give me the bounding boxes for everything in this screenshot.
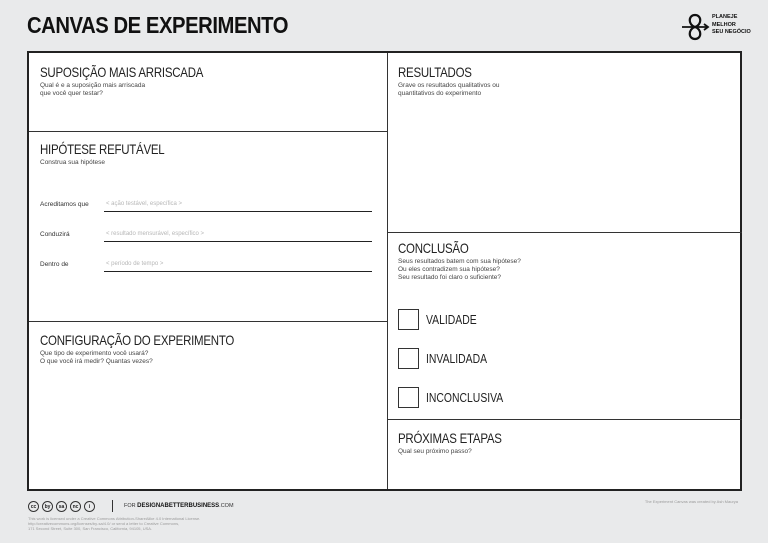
hypothesis-line-result — [104, 241, 372, 242]
results-section — [398, 64, 500, 98]
hypothesis-label-believe: Acreditamos que — [40, 201, 89, 208]
divider-assumption — [29, 131, 387, 132]
assumption-title: SUPOSIÇÃO MAIS ARRISCADA — [40, 64, 204, 80]
checkbox-invalidated[interactable] — [398, 348, 419, 369]
next-steps-section — [398, 430, 524, 456]
hypothesis-label-within: Dentro de — [40, 261, 69, 268]
footer-divider — [112, 500, 113, 512]
results-title: RESULTADOS — [398, 64, 472, 80]
divider-conclusion — [387, 419, 742, 420]
experiment-canvas — [27, 51, 742, 491]
conclusion-section — [398, 240, 521, 282]
license-icons — [28, 501, 95, 512]
assumption-section — [40, 64, 239, 98]
license-text: This work is licensed under a Creative Commons Attribution-ShareAlike 4.0 International License. http://creativecommons.org/licenses/by-sa/4.0/ or send a letter to Creative Commons, 171 Second Street, Suite 300, San Francisco, California, 94105, USA. — [28, 516, 201, 531]
page-title: CANVAS DE EXPERIMENTO — [27, 12, 289, 38]
figure-eight-arrow-icon — [680, 12, 710, 42]
hypothesis-subtitle: Construa sua hipótese — [40, 159, 106, 166]
next-steps-title: PRÓXIMAS ETAPAS — [398, 430, 502, 446]
hypothesis-label-lead: Conduzirá — [40, 231, 70, 238]
footer-brand[interactable]: FOR DESIGNABETTERBUSINESS.COM — [124, 503, 234, 509]
checkbox-validated[interactable] — [398, 309, 419, 330]
hypothesis-input-result[interactable]: < resultado mensurável, específico > — [106, 231, 205, 237]
hypothesis-input-period[interactable]: < período de tempo > — [106, 261, 164, 267]
credit-text: The Experiment Canvas was created by Ash Maurya — [644, 499, 738, 504]
results-subtitle: Grave os resultados qualitativos ou quantitativos do experimento — [398, 82, 500, 97]
hypothesis-line-period — [104, 271, 372, 272]
divider-results — [387, 232, 742, 233]
share-alike-icon: sa — [56, 501, 67, 512]
assumption-subtitle: Qual é e a suposição mais arriscada que você quer testar? — [40, 82, 146, 97]
setup-section — [40, 332, 277, 366]
hypothesis-input-action[interactable]: < ação testável, específica > — [106, 201, 183, 207]
checkbox-inconclusive[interactable] — [398, 387, 419, 408]
hypothesis-line-action — [104, 211, 372, 212]
non-commercial-icon: nc — [70, 501, 81, 512]
conclusion-subtitle: Seus resultados batem com sua hipótese? Ou eles contradizem sua hipótese? Seu resultado foi claro o suficiente? — [398, 258, 521, 281]
cc-icon: cc — [28, 501, 39, 512]
setup-title: CONFIGURAÇÃO DO EXPERIMENTO — [40, 332, 235, 348]
column-divider — [387, 53, 388, 489]
option-invalidated: INVALIDADA — [426, 351, 488, 366]
info-icon: i — [84, 501, 95, 512]
logo-text: PLANEJE MELHOR SEU NEGÓCIO — [712, 14, 751, 35]
next-steps-subtitle: Qual seu próximo passo? — [398, 448, 472, 455]
logo — [680, 12, 760, 42]
option-inconclusive: INCONCLUSIVA — [426, 390, 504, 405]
conclusion-title: CONCLUSÃO — [398, 240, 469, 256]
attribution-icon: by — [42, 501, 53, 512]
divider-hypothesis — [29, 321, 387, 322]
option-validated: VALIDADE — [426, 312, 477, 327]
hypothesis-title: HIPÓTESE REFUTÁVEL — [40, 141, 165, 157]
hypothesis-section — [40, 141, 192, 167]
setup-subtitle: Que tipo de experimento você usará? O que você irá medir? Quantas vezes? — [40, 350, 153, 365]
